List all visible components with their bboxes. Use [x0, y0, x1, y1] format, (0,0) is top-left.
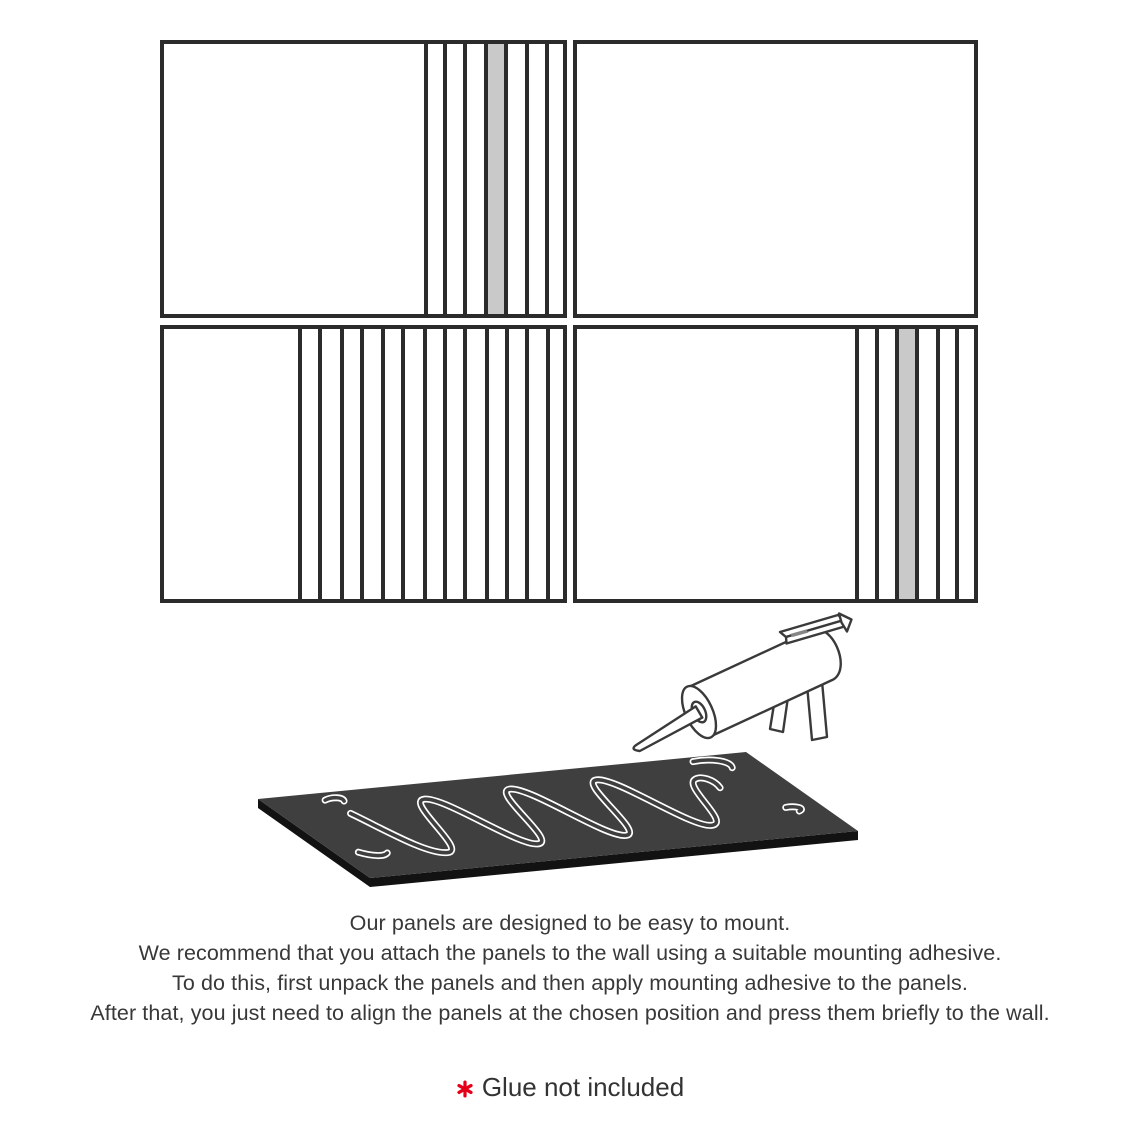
- panel-groove-line: [855, 329, 859, 599]
- wall-panel-bottom-right: [573, 325, 978, 603]
- red-asterisk-icon: [456, 1080, 474, 1098]
- instruction-line-4: After that, you just need to align the panels at the chosen position and press them briefly to the wall.: [90, 1001, 1050, 1025]
- panel-groove-line: [895, 329, 899, 599]
- panel-groove-line: [463, 329, 467, 599]
- panel-groove-line: [875, 329, 879, 599]
- glue-note: [0, 1072, 1140, 1103]
- panel-groove-line: [298, 329, 302, 599]
- accent-stripe: [486, 44, 506, 314]
- wall-panel-bottom-left: [160, 325, 567, 603]
- panel-groove-line: [955, 329, 959, 599]
- panels-grid: [160, 40, 978, 604]
- panel-groove-line: [504, 44, 508, 314]
- wall-panel-top-right: [573, 40, 978, 318]
- panel-groove-line: [915, 329, 919, 599]
- panel-groove-line: [381, 329, 385, 599]
- panel-groove-line: [340, 329, 344, 599]
- panel-groove-line: [463, 44, 467, 314]
- panel-groove-line: [525, 329, 529, 599]
- panel-groove-line: [424, 44, 428, 314]
- instruction-line-1: Our panels are designed to be easy to mount.: [349, 911, 791, 935]
- panel-groove-line: [443, 44, 447, 314]
- panel-groove-line: [401, 329, 405, 599]
- panel-groove-line: [936, 329, 940, 599]
- accent-stripe: [897, 329, 917, 599]
- panel-groove-line: [360, 329, 364, 599]
- panel-groove-line: [545, 44, 549, 314]
- panel-groove-line: [443, 329, 447, 599]
- panel-groove-line: [546, 329, 550, 599]
- mounting-instructions: [0, 908, 1140, 1028]
- panel-groove-line: [505, 329, 509, 599]
- glue-note-text: Glue not included: [481, 1072, 685, 1102]
- panel-groove-line: [318, 329, 322, 599]
- instruction-line-3: To do this, first unpack the panels and then apply mounting adhesive to the panels.: [172, 971, 968, 995]
- panel-groove-line: [484, 44, 488, 314]
- glue-panel-illustration: [230, 735, 890, 895]
- panel-groove-line: [525, 44, 529, 314]
- panel-groove-line: [423, 329, 427, 599]
- panel-groove-line: [485, 329, 489, 599]
- wall-panel-top-left: [160, 40, 567, 318]
- instruction-line-2: We recommend that you attach the panels to the wall using a suitable mounting adhesive.: [138, 941, 1002, 965]
